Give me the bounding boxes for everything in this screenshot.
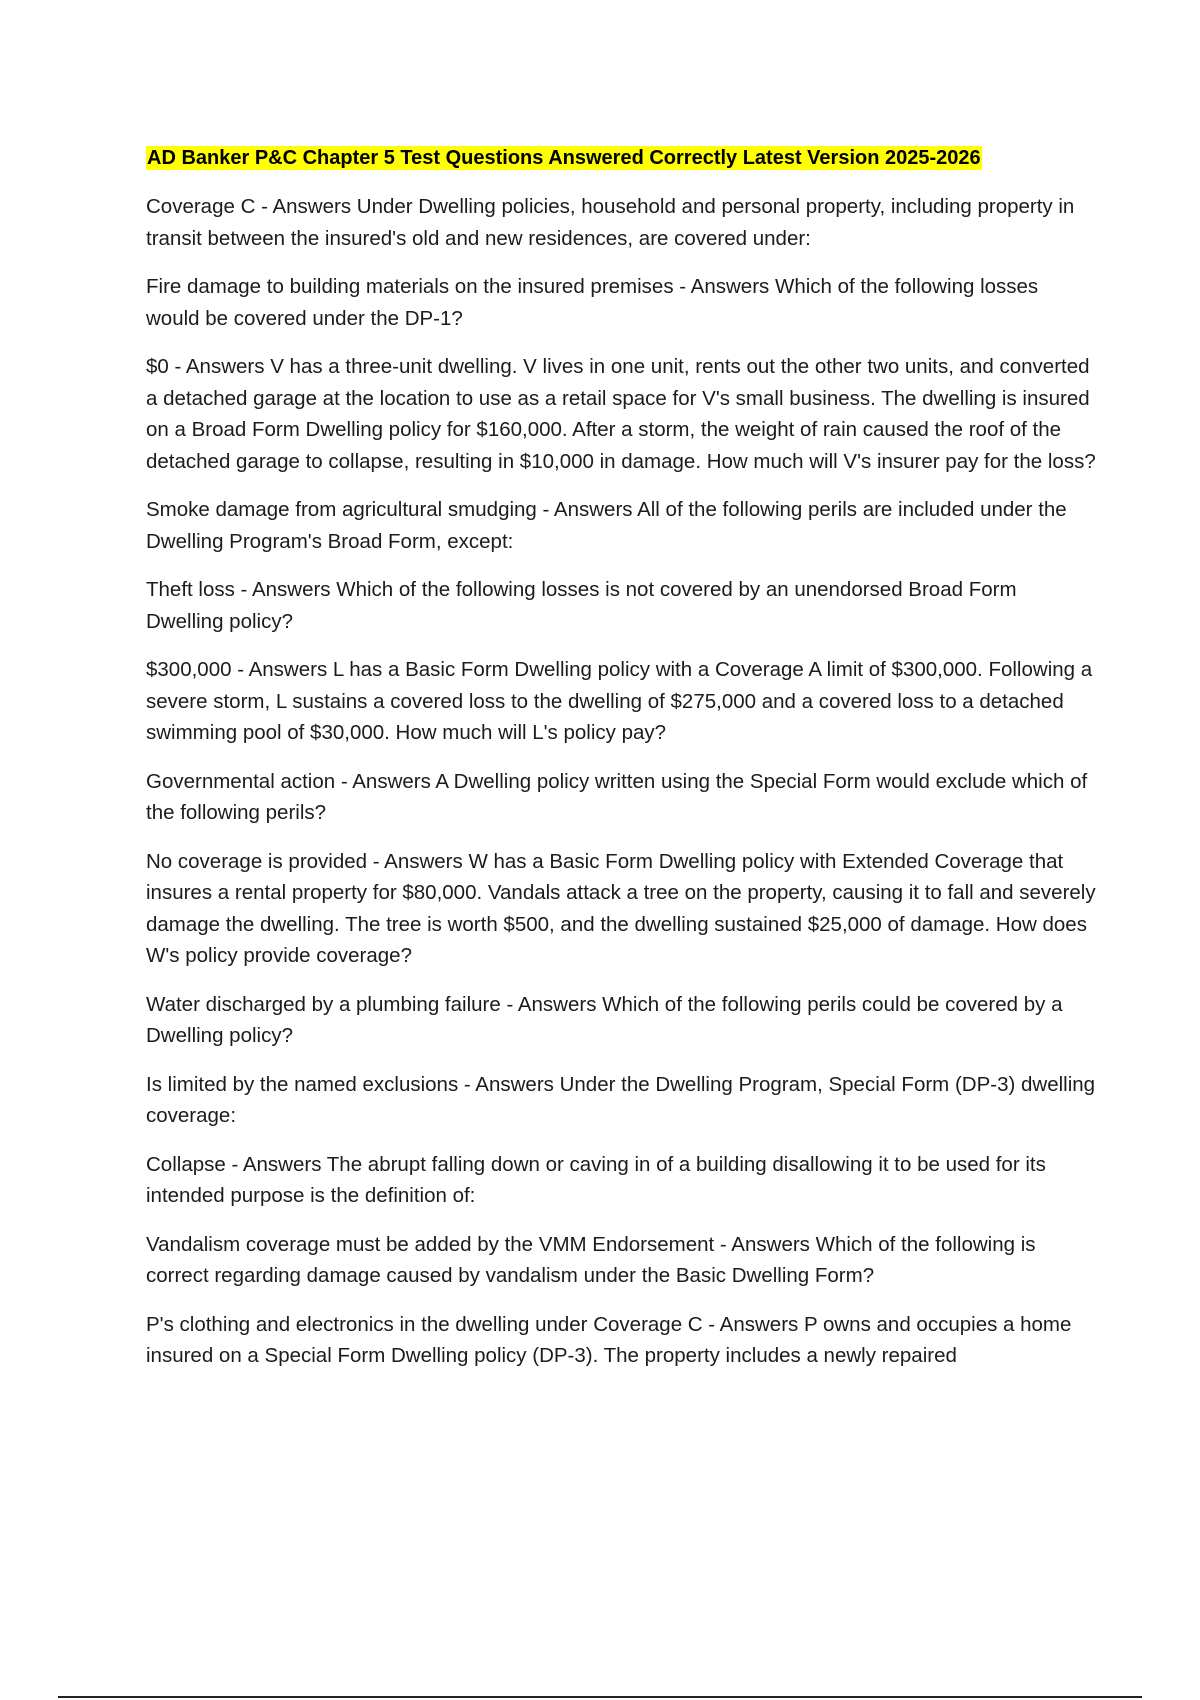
document-body [146, 143, 1096, 1389]
qa-item-2: Fire damage to building materials on the insured premises - Answers Which of the following losses would be covered under the DP-1? [146, 275, 1039, 330]
footer-divider [58, 1696, 1142, 1698]
qa-item-1: Coverage C - Answers Under Dwelling policies, household and personal property, including property in transit between the insured's old and new residences, are covered under: [146, 195, 1075, 250]
qa-item-3: $0 - Answers V has a three-unit dwelling. V lives in one unit, rents out the other two units, and converted a detached garage at the location to use as a retail space for V's small business. The dwelling is insured on a Broad Form Dwelling policy for $160,000. After a storm, the weight of rain caused the roof of the detached garage to collapse, resulting in $10,000 in damage. How much will V's insurer pay for the loss? [146, 355, 1096, 473]
qa-item-13: P's clothing and electronics in the dwelling under Coverage C - Answers P owns and occupies a home insured on a Special Form Dwelling policy (DP-3). The property includes a newly repaired [146, 1312, 1072, 1367]
document-title: AD Banker P&C Chapter 5 Test Questions Answered Correctly Latest Version 2025-2026 [147, 147, 981, 169]
qa-item-5: Theft loss - Answers Which of the following losses is not covered by an unendorsed Broad Form Dwelling policy? [146, 578, 1017, 633]
qa-item-9: Water discharged by a plumbing failure - Answers Which of the following perils could be covered by a Dwelling policy? [146, 992, 1063, 1047]
qa-item-10: Is limited by the named exclusions - Answers Under the Dwelling Program, Special Form (DP-3) dwelling coverage: [146, 1072, 1096, 1127]
qa-item-6: $300,000 - Answers L has a Basic Form Dwelling policy with a Coverage A limit of $300,000. Following a severe storm, L sustains a covered loss to the dwelling of $275,000 and a covered loss to a detached swimming pool of $30,000. How much will L's policy pay? [146, 658, 1093, 744]
qa-item-4: Smoke damage from agricultural smudging - Answers All of the following perils are included under the Dwelling Program's Broad Form, except: [146, 498, 1067, 553]
title-block [146, 143, 1096, 175]
qa-item-8: No coverage is provided - Answers W has a Basic Form Dwelling policy with Extended Coverage that insures a rental property for $80,000. Vandals attack a tree on the property, causing it to fall and severely damage the dwelling. The tree is worth $500, and the dwelling sustained $25,000 of damage. How does W's policy provide coverage? [146, 849, 1096, 967]
qa-item-12: Vandalism coverage must be added by the VMM Endorsement - Answers Which of the following is correct regarding damage caused by vandalism under the Basic Dwelling Form? [146, 1232, 1036, 1287]
qa-item-11: Collapse - Answers The abrupt falling down or caving in of a building disallowing it to be used for its intended purpose is the definition of: [146, 1152, 1046, 1207]
qa-item-7: Governmental action - Answers A Dwelling policy written using the Special Form would exclude which of the following perils? [146, 769, 1088, 824]
